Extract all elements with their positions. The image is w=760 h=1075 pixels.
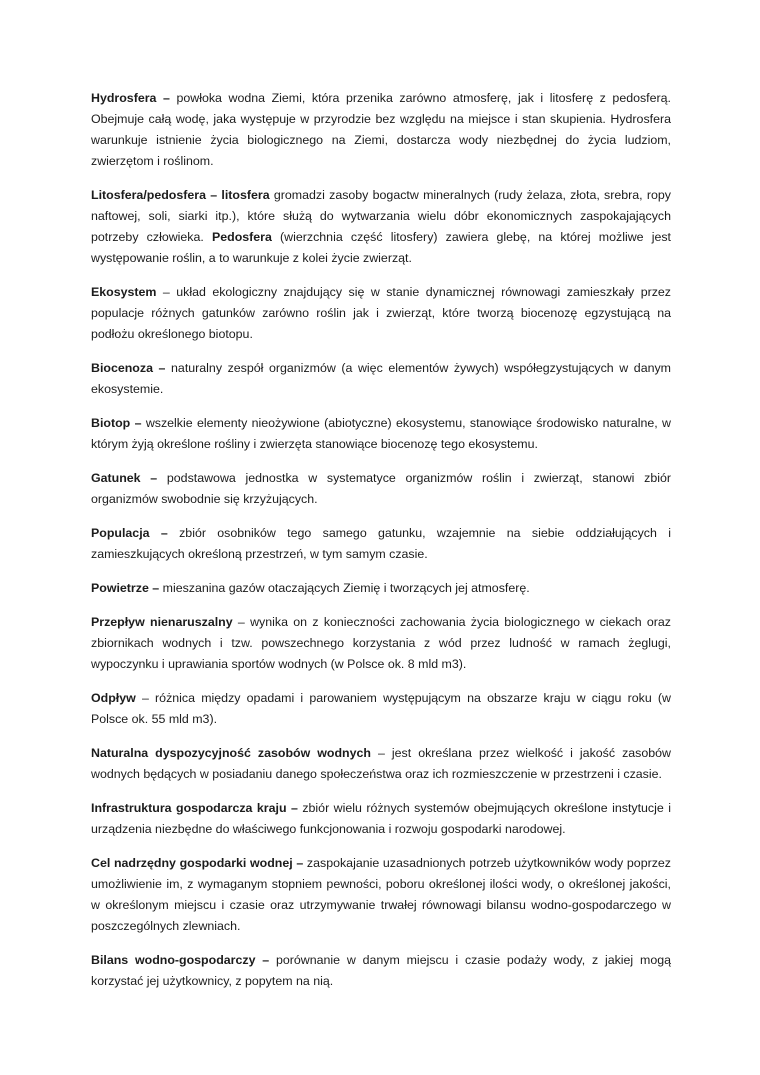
definition-text: – jest określana przez wielkość i jakość zasobów wodnych będących w posiadaniu danego społeczeństwa oraz ich rozmieszczenie w przestrzeni i czasie. (91, 746, 671, 781)
definition-text: – różnica między opadami i parowaniem występującym na obszarze kraju w ciągu roku (w Polsce ok. 55 mld m3). (91, 691, 671, 726)
definition-gatunek (91, 468, 671, 510)
term: Powietrze – (91, 581, 160, 595)
definition-bilans (91, 950, 671, 992)
definition-populacja (91, 523, 671, 565)
term: Litosfera/pedosfera – litosfera (91, 188, 270, 202)
definition-biocenoza (91, 358, 671, 400)
definition-text: – układ ekologiczny znajdujący się w stanie dynamicznej równowagi zamieszkały przez populacje różnych gatunków zarówno roślin jak i zwierząt, które tworzą biocenozę egzystującą na podłożu określonego biotopu. (91, 285, 671, 341)
definition-hydrosfera (91, 88, 671, 172)
term: Cel nadrzędny gospodarki wodnej – (91, 856, 304, 870)
definition-text: zbiór osobników tego samego gatunku, wzajemnie na siebie oddziałujących i zamieszkujących określoną przestrzeń, w tym samym czasie. (91, 526, 671, 561)
definition-biotop (91, 413, 671, 455)
term: Biotop – (91, 416, 142, 430)
document-page (91, 88, 671, 1005)
term: Gatunek – (91, 471, 158, 485)
definition-odplyw (91, 688, 671, 730)
term: Bilans wodno-gospodarczy – (91, 953, 270, 967)
definition-powietrze (91, 578, 671, 599)
definition-text: gromadzi zasoby bogactw mineralnych (rudy żelaza, złota, srebra, ropy naftowej, soli, siarki itp.), które służą do wytwarzania wielu dóbr ekonomicznych zaspokajających potrzeby człowieka. (91, 188, 671, 244)
definition-text: wszelkie elementy nieożywione (abiotyczne) ekosystemu, stanowiące środowisko naturalne, w którym żyją określone rośliny i zwierzęta stanowiące biocenozę tego ekosystemu. (91, 416, 671, 451)
definition-text: zaspokajanie uzasadnionych potrzeb użytkowników wody poprzez umożliwienie im, z wymaganym stopniem pewności, poboru określonej ilości wody, o określonej jakości, w określonym miejscu i czasie oraz utrzymywanie trwałej równowagi bilansu wodno-gospodarczego w poszczególnych zlewniach. (91, 856, 671, 933)
definition-cel-nadrzedny (91, 853, 671, 937)
term: Odpływ (91, 691, 136, 705)
term: Ekosystem (91, 285, 157, 299)
definition-infrastruktura (91, 798, 671, 840)
definition-text: – wynika on z konieczności zachowania życia biologicznego w ciekach oraz zbiornikach wodnych i tzw. powszechnego korzystania z wód przez ludność w ramach żeglugi, wypoczynku i uprawiania sportów wodnych (w Polsce ok. 8 mld m3). (91, 615, 671, 671)
term: Hydrosfera – (91, 91, 170, 105)
definition-litosfera-pedosfera (91, 185, 671, 269)
definition-text: porównanie w danym miejscu i czasie podaży wody, z jakiej mogą korzystać jej użytkownicy, z popytem na nią. (91, 953, 671, 988)
definition-ekosystem (91, 282, 671, 345)
definition-text: podstawowa jednostka w systematyce organizmów roślin i zwierząt, stanowi zbiór organizmów swobodnie się krzyżujących. (91, 471, 671, 506)
term: Infrastruktura gospodarcza kraju – (91, 801, 298, 815)
definition-przeplyw-nienaruszalny (91, 612, 671, 675)
definition-text-secondary: (wierzchnia część litosfery) zawiera glebę, na której możliwe jest występowanie roślin, a to warunkuje z kolei życie zwierząt. (91, 230, 671, 265)
term: Przepływ nienaruszalny (91, 615, 233, 629)
term: Naturalna dyspozycyjność zasobów wodnych (91, 746, 371, 760)
term: Populacja – (91, 526, 168, 540)
definition-text: naturalny zespół organizmów (a więc elementów żywych) współegzystujących w danym ekosystemie. (91, 361, 671, 396)
definition-text: powłoka wodna Ziemi, która przenika zarówno atmosferę, jak i litosferę z pedosferą. Obejmuje całą wodę, jaka występuje w przyrodzie bez względu na miejsce i stan skupienia. Hydrosfera warunkuje istnienie życia biologicznego na Ziemi, dostarcza wody niezbędnej do życia ludziom, zwierzętom i roślinom. (91, 91, 671, 168)
term: Biocenoza – (91, 361, 166, 375)
definition-text: mieszanina gazów otaczających Ziemię i tworzących jej atmosferę. (159, 581, 530, 595)
definition-naturalna-dyspozycyjnosc (91, 743, 671, 785)
definition-text: zbiór wielu różnych systemów obejmujących określone instytucje i urządzenia niezbędne do właściwego funkcjonowania i rozwoju gospodarki narodowej. (91, 801, 671, 836)
term-secondary: Pedosfera (211, 230, 272, 244)
